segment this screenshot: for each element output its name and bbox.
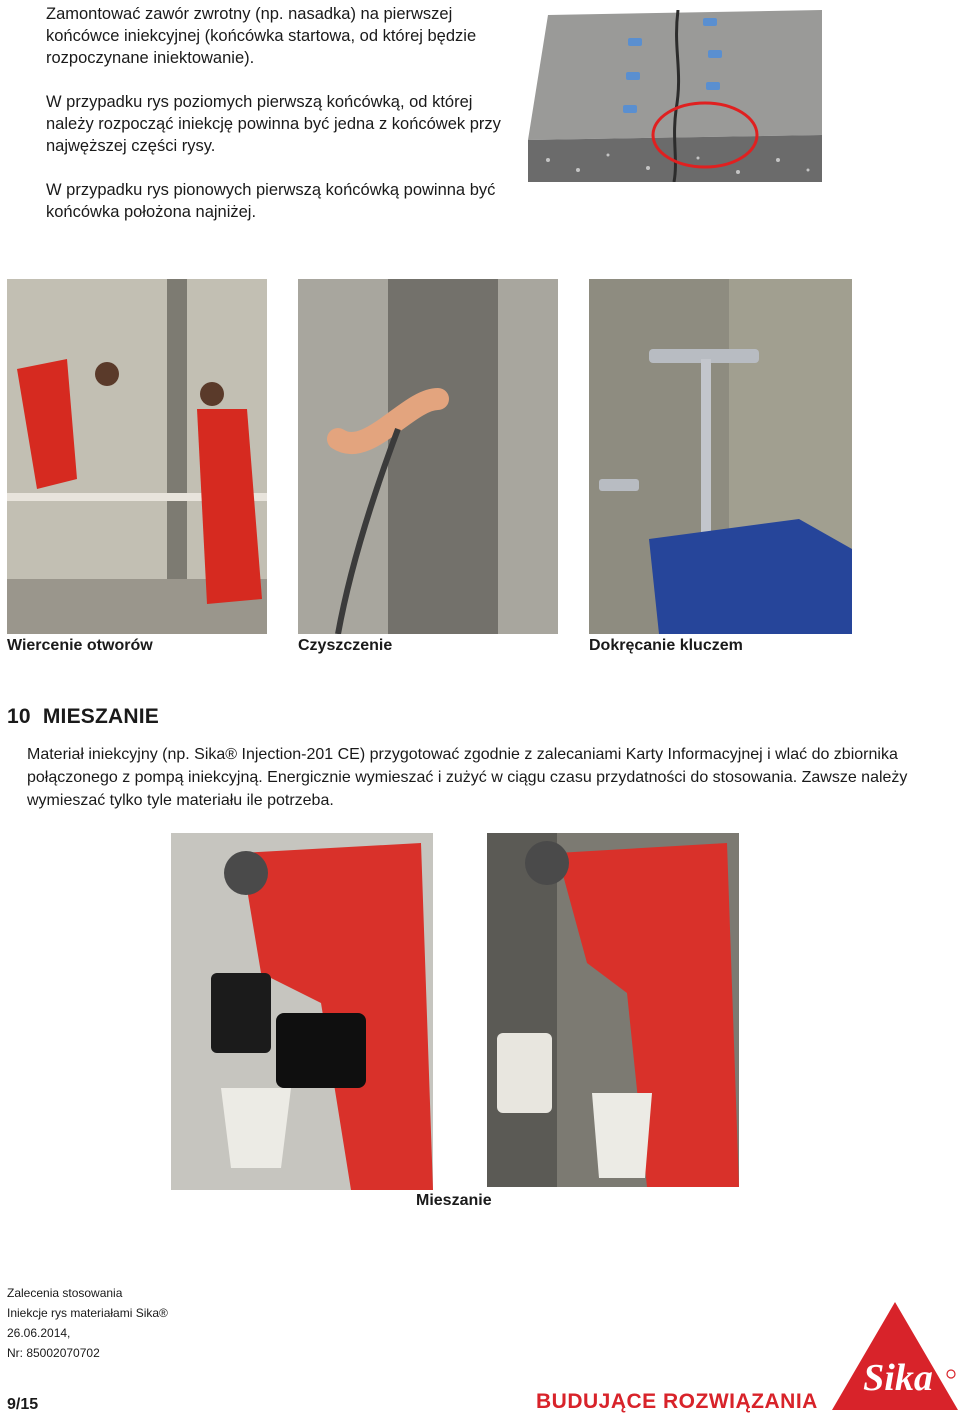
drilling-caption: Wiercenie otworów — [7, 637, 153, 654]
section-number: 10 — [7, 705, 31, 728]
intro-text-block — [46, 3, 516, 223]
footer-doc-title: Iniekcje rys materiałami Sika® — [7, 1306, 168, 1320]
tightening-photo — [589, 279, 852, 634]
tightening-caption: Dokręcanie kluczem — [589, 637, 743, 654]
footer-doc-number: Nr: 85002070702 — [7, 1346, 100, 1360]
sika-logo — [830, 1300, 960, 1412]
drilling-photo — [7, 279, 267, 634]
cleaning-photo — [298, 279, 558, 634]
concrete-crack-illustration — [528, 10, 822, 182]
page-number: 9/15 — [7, 1396, 39, 1413]
intro-paragraph-horizontal-cracks: W przypadku rys poziomych pierwszą końcówką, od której należy rozpocząć iniekcję powinna być jedna z końcówek przy najwęższej części rysy. — [46, 93, 501, 155]
section-heading — [7, 705, 159, 729]
section-title: MIESZANIE — [42, 705, 159, 728]
cleaning-caption: Czyszczenie — [298, 637, 393, 654]
footer-date: 26.06.2014, — [7, 1326, 71, 1340]
section-body-text: Materiał iniekcyjny (np. Sika® Injection-201 CE) przygotować zgodnie z zalecaniami Karty Informacyjnej i wlać do zbiornika połączonego z pompą iniekcyjną. Energicznie wymieszać i zużyć w ciągu czasu przydatności do stosowania. Zawsze należy wymieszać tylko tyle materiału ile potrzeba. — [27, 746, 908, 809]
mixing-caption: Mieszanie — [416, 1192, 492, 1209]
mixing-photo-left — [171, 833, 433, 1190]
svg-text:Sika: Sika — [863, 1357, 933, 1399]
footer-doc-type: Zalecenia stosowania — [7, 1286, 123, 1300]
intro-paragraph-check-valve: Zamontować zawór zwrotny (np. nasadka) na pierwszej końcówce iniekcyjnej (końcówka startowa, od której będzie rozpoczynane iniektowanie). — [46, 5, 477, 67]
mixing-photo-right — [487, 833, 739, 1187]
footer-slogan: BUDUJĄCE ROZWIĄZANIA — [536, 1390, 818, 1413]
intro-paragraph-vertical-cracks: W przypadku rys pionowych pierwszą końcówką powinna być końcówka położona najniżej. — [46, 181, 496, 221]
